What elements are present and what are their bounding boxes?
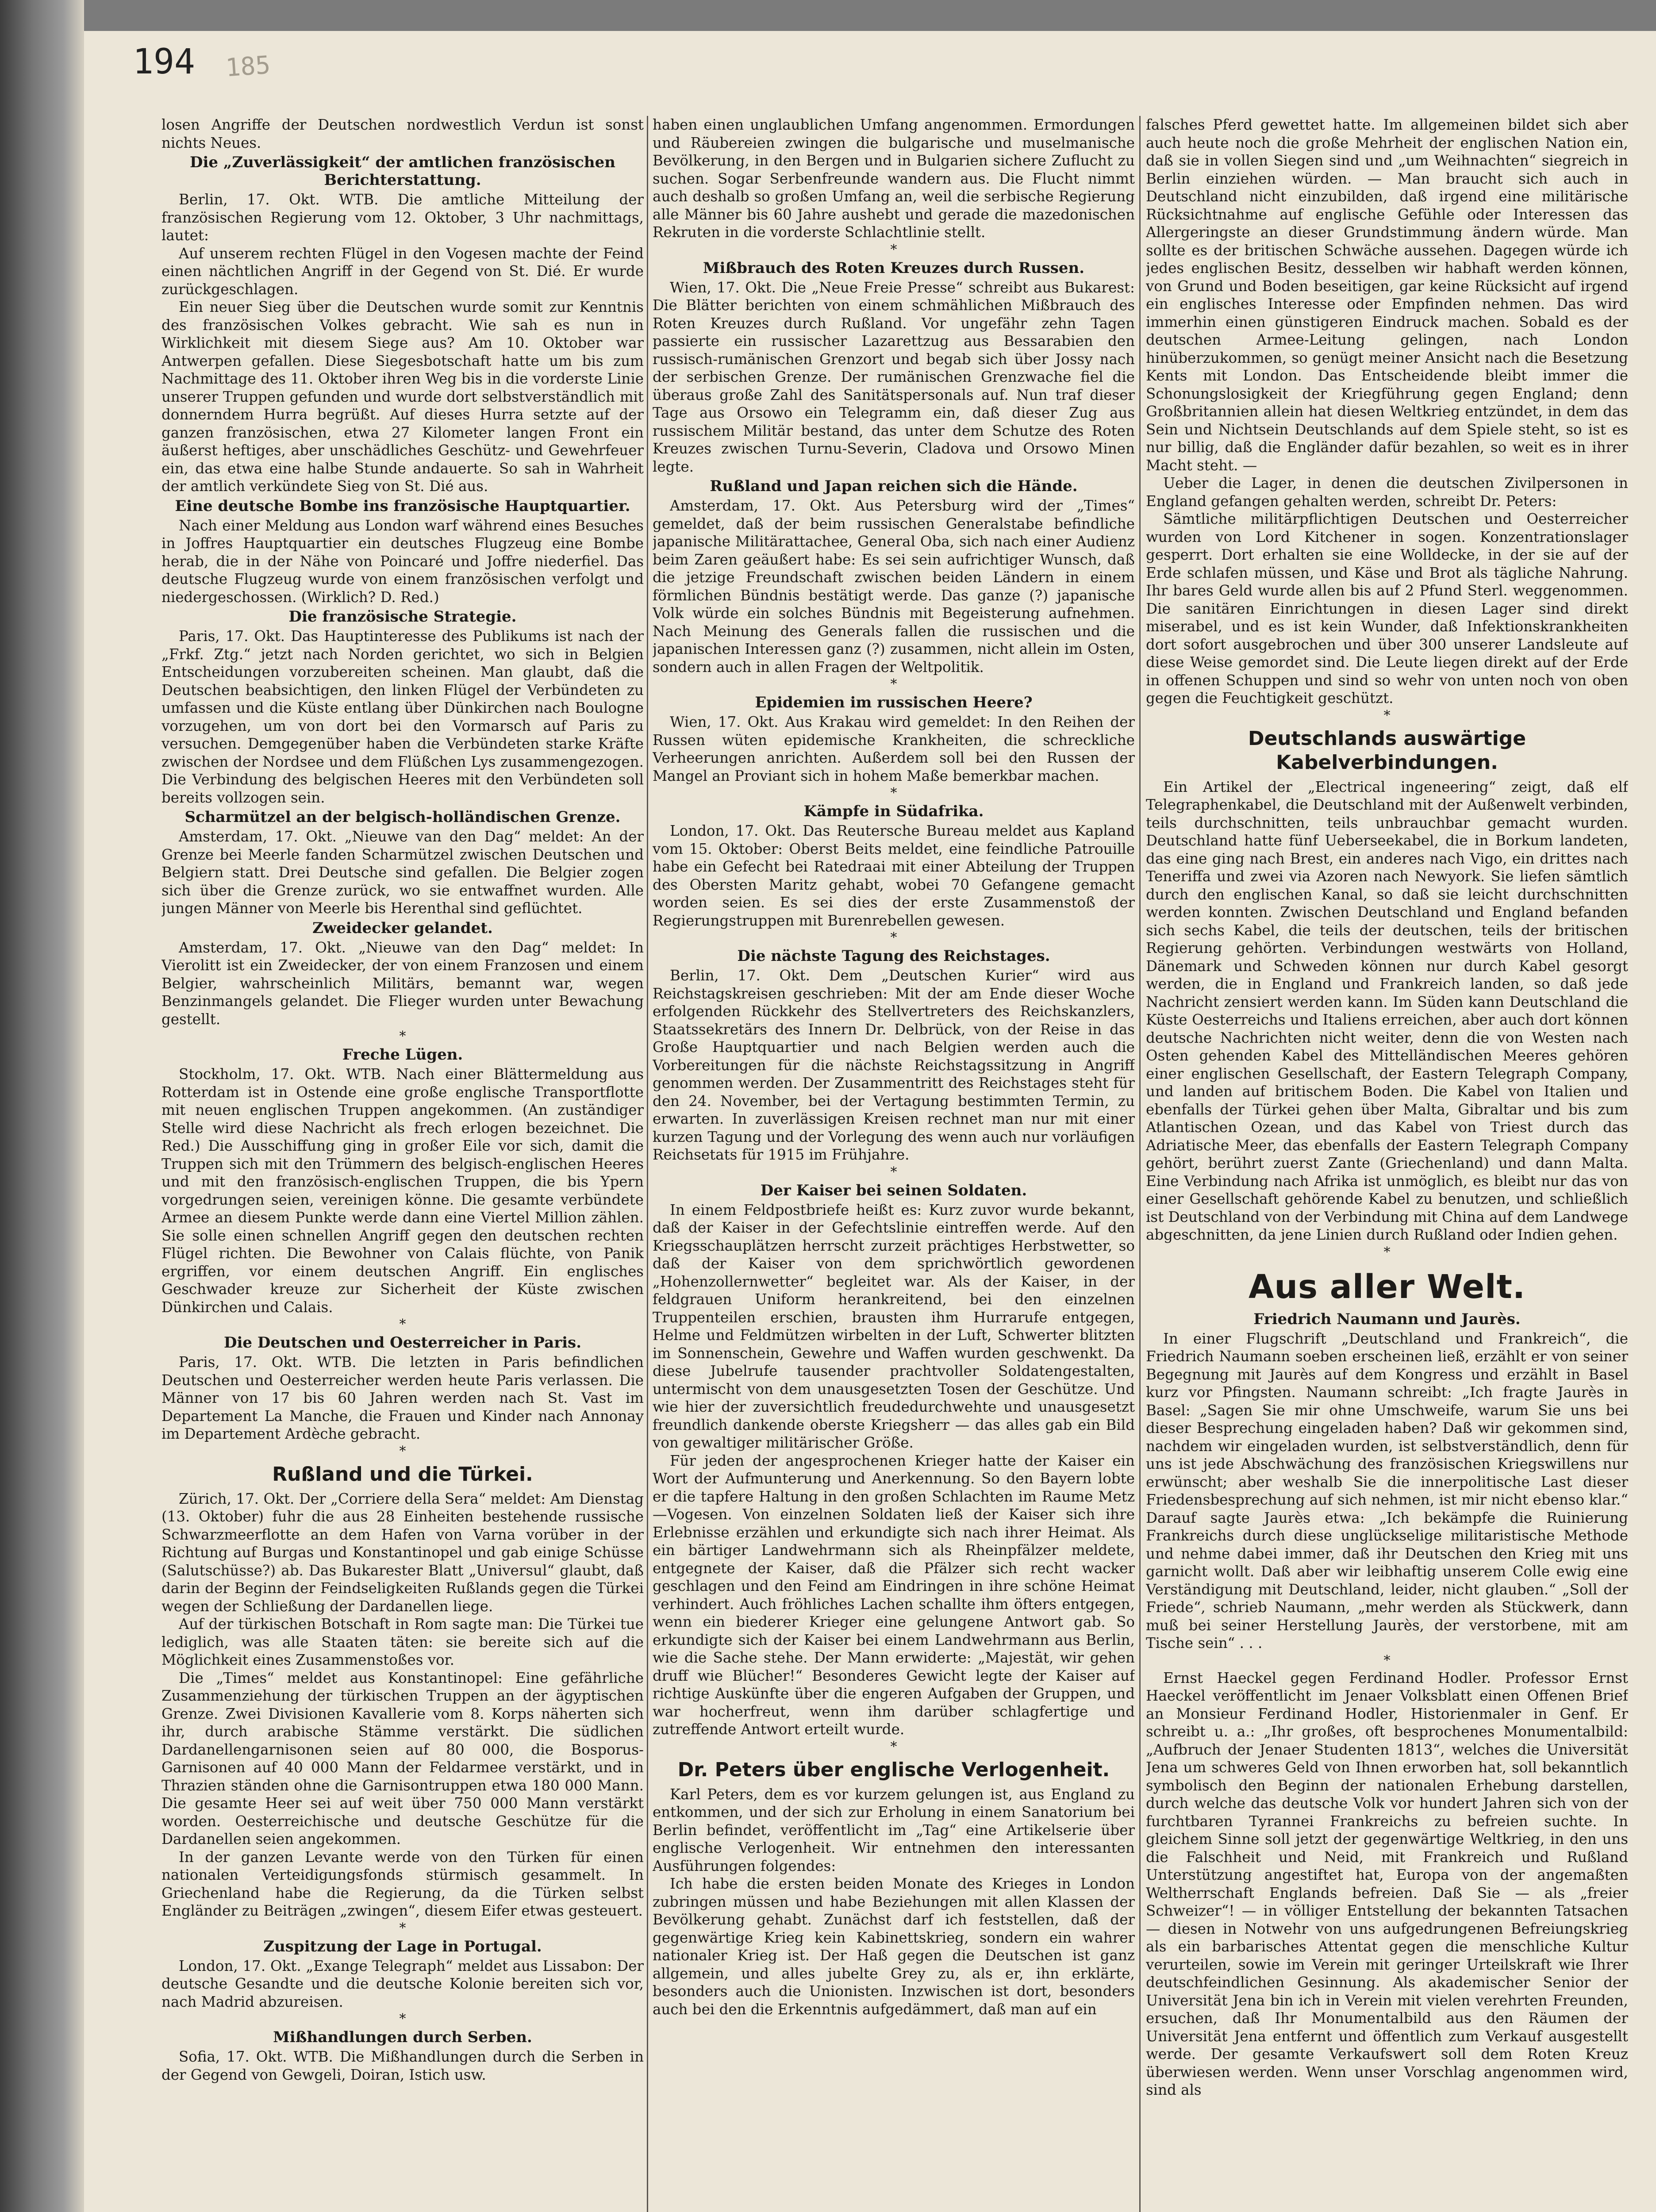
separator-asterisk: * <box>399 1443 406 1459</box>
article-subheading: Friedrich Naumann und Jaurès. <box>1253 1310 1521 1328</box>
column-3 <box>1146 116 1628 2212</box>
paragraph: Berlin, 17. Okt. WTB. Die amtliche Mitteilung der französischen Regierung vom 12. Oktober, 3 Uhr nachmittags, lautet: <box>161 191 644 244</box>
article-subheading: Kämpfe in Südafrika. <box>803 803 984 820</box>
separator-asterisk: * <box>1383 1652 1391 1668</box>
article-subheading: Die nächste Tagung des Reichstages. <box>737 947 1050 965</box>
paragraph: Berlin, 17. Okt. Dem „Deutschen Kurier“ wird aus Reichstagskreisen geschrieben: Mit der am Ende dieser Woche erfolgenden Rückkehr des Stellvertreters des Reichskanzlers, Staatssekretärs des Innern Dr. Delbrück, von der Reise in das Große Hauptquartier und nach Belgien werden auch die Vorbereitungen für die nächste Reichstagssitzung in Angriff genommen werden. Der Zusammentritt des Reichstages steht für den 24. November, bei der Vertagung bestimmten Termin, zu erwarten. In zuverlässigen Kreisen rechnet man nur mit einer kurzen Tagung und der Vorlegung des wenn auch nur vorläufigen Reichsetats für 1915 im Frühjahre. <box>653 967 1135 1163</box>
paragraph: losen Angriffe der Deutschen nordwestlich Verdun ist sonst nichts Neues. <box>161 116 644 151</box>
article-heading: Rußland und die Türkei. <box>272 1463 533 1486</box>
paragraph: In einem Feldpostbriefe heißt es: Kurz zuvor wurde bekannt, daß der Kaiser in der Gefechtslinie eintreffen werde. Auf den Kriegsschauplätzen herrscht zurzeit prächtiges Herbstwetter, so daß der Kaiser von dem sprichwörtlich gewordenen „Hohenzollernwetter“ begleitet war. Als der Kaiser, in der feldgrauen Uniform herankreitend, bei den einzelnen Truppenteilen erschien, brausten ihm Hurrarufe entgegen, Helme und Feldmützen wirbelten in der Luft, Schwerter blitzten im Sonnenschein, Gewehre und Waffen wurden geschwenkt. Da diese Jubelrufe tausender prachtvoller Soldatengestalten, untermischt von dem unausgesetzten Tosen der Geschütze. Und wie hier der zuversichtlich freudedurchwehte und unausgesetzt freundlich dankende oberste Kriegsherr — das alles gab ein Bild von gewaltiger militärischer Größe. <box>653 1201 1135 1451</box>
article-subheading: Eine deutsche Bombe ins französische Hauptquartier. <box>175 497 630 515</box>
paragraph: Amsterdam, 17. Okt. „Nieuwe van den Dag“ meldet: An der Grenze bei Meerle fanden Scharmützel zwischen Deutschen und Belgiern statt. Drei Deutsche sind gefallen. Die Belgier zogen sich über die Grenze zurück, wo sie entwaffnet wurden. Alle jungen Männer von Meerle bis Herenthal sind geflüchtet. <box>161 828 644 917</box>
article-subheading: Rußland und Japan reichen sich die Hände. <box>710 477 1078 495</box>
paragraph: Ich habe die ersten beiden Monate des Krieges in London zubringen müssen und habe Beziehungen mit allen Klassen der Bevölkerung gehabt. Zunächst darf ich feststellen, daß der gegenwärtige Krieg kein Kabinettskrieg, sondern ein wahrer nationaler Krieg ist. Der Haß gegen die Deutschen ist ganz allgemein, und alles jubelte Grey zu, als er, ihn erklärte, besonders auch die Unionisten. Inzwischen ist dort, besonders auch bei den die Erkenntnis aufgedämmert, daß man auf ein <box>653 1875 1135 2018</box>
article-subheading: Mißbrauch des Roten Kreuzes durch Russen. <box>703 259 1085 277</box>
paragraph: Wien, 17. Okt. Aus Krakau wird gemeldet: In den Reihen der Russen wüten epidemische Krankheiten, die schreckliche Verheerungen anrichten. Außerdem soll bei den Russen der Mangel an Proviant sich in hohem Maße bemerkbar machen. <box>653 714 1135 784</box>
paragraph: Amsterdam, 17. Okt. „Nieuwe van den Dag“ meldet: In Vierolitt ist ein Zweidecker, der von einem Franzosen und einem Belgier, wahrscheinlich Militärs, bemannt war, wegen Benzinmangels gelandet. Die Flieger wurden unter Bewachung gestellt. <box>161 939 644 1028</box>
paragraph: Die „Times“ meldet aus Konstantinopel: Eine gefährliche Zusammenziehung der türkischen Truppen an der ägyptischen Grenze. Zwei Divisionen Kavallerie vom 8. Korps näherten sich ihr, durch arabische Stämme verstärkt. Die südlichen Dardanellengarnisonen seien auf 80 000, die Bosporus-Garnisonen auf 40 000 Mann der Feldarmee verstärkt, und in Thrazien ständen ohne die Garnisontruppen etwa 180 000 Mann. Die gesamte Heer sei auf weit über 750 000 Mann verstärkt worden. Oesterreichische und deutsche Geschütze für die Dardanellen seien angekommen. <box>161 1669 644 1847</box>
article-subheading: Zuspitzung der Lage in Portugal. <box>263 1937 542 1955</box>
separator-asterisk: * <box>890 676 897 692</box>
article-heading: Dr. Peters über englische Verlogenheit. <box>677 1758 1110 1781</box>
separator-asterisk: * <box>1383 707 1391 723</box>
book-binding <box>0 0 84 2212</box>
paragraph: haben einen unglaublichen Umfang angenommen. Ermordungen und Räubereien zwingen die bulgarische und muselmanische Bevölkerung, in den Bergen und in Bulgarien sichere Zuflucht zu suchen. Sogar Serbenfreunde wandern aus. Die Flucht nimmt auch deshalb so großen Umfang an, weil die serbische Regierung alle Männer bis 60 Jahre aushebt und gerade die mazedonischen Rekruten in die vorderste Schlachtlinie stellt. <box>653 116 1135 241</box>
separator-asterisk: * <box>1383 1244 1391 1260</box>
paragraph: Ueber die Lager, in denen die deutschen Zivilpersonen in England gefangen gehalten werden, schreibt Dr. Peters: <box>1146 475 1628 510</box>
separator-asterisk: * <box>890 930 897 945</box>
separator-asterisk: * <box>890 1739 897 1755</box>
paragraph: Paris, 17. Okt. WTB. Die letzten in Paris befindlichen Deutschen und Oesterreicher werden heute Paris verlassen. Die Männer von 17 bis 60 Jahren werden nach St. Vast im Departement La Manche, die Frauen und Kinder nach Annonay im Departement Ardèche gebracht. <box>161 1354 644 1442</box>
paragraph: London, 17. Okt. „Exange Telegraph“ meldet aus Lissabon: Der deutsche Gesandte und die deutsche Kolonie bereiten sich vor, nach Madrid abzureisen. <box>161 1957 644 2010</box>
separator-asterisk: * <box>399 2011 406 2027</box>
paragraph: In einer Flugschrift „Deutschland und Frankreich“, die Friedrich Naumann soeben erscheinen ließ, erzählt er von seiner Begegnung mit Jaurès auf dem Kongress und erzählt in Basel kurz vor Pfingsten. Naumann schreibt: „Ich fragte Jaurès in Basel: „Sagen Sie mir ohne Umschweife, warum Sie uns bei dieser Besprechung eingeladen haben? Daß wir gekommen sind, nachdem wir eingeladen wurden, ist selbstverständlich, denn für uns ist jede Abschwächung des französischen Kriegswillens nur erwünscht; aber weshalb Sie die innerpolitische Last dieser Friedensbesprechung auf sich nehmen, ist mir nicht ebenso klar.“ Darauf sagte Jaurès etwa: „Ich bekämpfe die Ruinierung Frankreichs durch diese unglückselige militaristische Methode und nehme dabei immer, daß ihr Deutschen den Krieg mit uns garnicht wollt. Daß aber wir leibhaftig unserem Colle ewig eine Verständigung mit Deutschland, leider, nicht glauben.“ „Soll der Friede“, schrieb Naumann, „mehr werden als Stückwerk, dann muß bei seiner Herstellung Jaurès, der verstorbene, mit am Tische sein“ . . . <box>1146 1330 1628 1651</box>
paragraph: Stockholm, 17. Okt. WTB. Nach einer Blättermeldung aus Rotterdam ist in Ostende eine große englische Transportflotte mit neuen englischen Truppen angekommen. (An zuständiger Stelle wird diese Nachricht als frech erlogen bezeichnet. Die Red.) Die Ausschiffung ging in großer Eile vor sich, damit die Truppen sich mit den Trümmern des belgisch-englischen Heeres und mit den französisch-englischen Truppen, die bis Ypern vorgedrungen seien, vereinigen könne. Die gesamte verbündete Armee an diesem Punkte werde dann eine Viertel Million zählen. Sie solle einen schnellen Angriff gegen den deutschen rechten Flügel richten. Die Bewohner von Calais flüchte, von Panik ergriffen, vor einem deutschen Angriff. Ein englisches Geschwader kreuze zur Sicherheit der Küste zwischen Dünkirchen und Calais. <box>161 1066 644 1316</box>
article-subheading: Mißhandlungen durch Serben. <box>273 2028 532 2046</box>
paragraph: falsches Pferd gewettet hatte. Im allgemeinen bildet sich aber auch heute noch die große Mehrheit der englischen Nation ein, daß sie in vollen Siegen sind und „um Weihnachten“ siegreich in Berlin einziehen würden. — Man braucht sich auch in Deutschland nicht einzubilden, daß irgend eine militärische Rücksichtnahme auf englische Gefühle oder Interessen das Allergeringste an dieser Grundstimmung ändern würde. Man sollte es der britischen Schwäche aussehen. Dagegen würde ich jedes englischen Besitz, desselben wir habhaft werden können, von Grund und Boden beseitigen, gar keine Rücksicht auf irgend ein englisches Interesse oder Empfinden nehmen. Das wird immerhin einen günstigeren Eindruck machen. Sobald es der deutschen Armee-Leitung gelingen, nach London hinüberzukommen, so genügt meiner Ansicht nach die Besetzung Kents mit London. Das Entscheidende bleibt immer die Schonungslosigkeit der Kriegführung gegen England; denn Großbritannien allein hat diesen Weltkrieg entzündet, in dem das Sein und Nichtsein Deutschlands auf dem Spiele steht, so ist es nur billig, daß die Engländer dafür bezahlen, so weit es in ihrer Macht steht. — <box>1146 116 1628 474</box>
column-divider-1 <box>647 116 648 2212</box>
section-heading: Aus aller Welt. <box>1249 1267 1525 1306</box>
article-subheading: Die „Zuverlässigkeit“ der amtlichen französischen Berichterstattung. <box>190 154 615 189</box>
paragraph: Wien, 17. Okt. Die „Neue Freie Presse“ schreibt aus Bukarest: Die Blätter berichten von einem schmählichen Mißbrauch des Roten Kreuzes durch Rußland. Vor ungefähr zehn Tagen passierte ein russischer Lazarettzug aus Bessarabien den russisch-rumänischen Grenzort und begab sich über Jossy nach der serbischen Grenze. Der rumänischen Grenzwache fiel die überaus große Zahl des Sanitätspersonals auf. Nun traf dieser Tage aus Orsowo ein Telegramm ein, daß dieser Zug aus russischem Militär bestand, das unter dem Schutze des Roten Kreuzes zwischen Turnu-Severin, Cladova und Orsowo Minen legte. <box>653 279 1135 475</box>
separator-asterisk: * <box>890 242 897 257</box>
separator-asterisk: * <box>399 1920 406 1936</box>
article-subheading: Die Deutschen und Oesterreicher in Paris. <box>223 1334 582 1352</box>
article-subheading: Der Kaiser bei seinen Soldaten. <box>760 1181 1027 1199</box>
separator-asterisk: * <box>890 785 897 801</box>
paragraph: Paris, 17. Okt. Das Hauptinteresse des Publikums ist nach der „Frkf. Ztg.“ jetzt nach Norden gerichtet, wo sich in Belgien Entscheidungen vorzubereiten scheinen. Man glaubt, daß die Deutschen beabsichtigen, den linken Flügel der Verbündeten zu umfassen und die Küste entlang über Dünkirchen nach Boulogne vorzugehen, um von dort bei den Vormarsch auf Paris zu versuchen. Demgegenüber haben die Verbündeten starke Kräfte zwischen der Nordsee und dem Flüßchen Lys zusammengezogen. Die Verbindung des belgischen Heeres mit den Verbündeten soll bereits vollzogen sein. <box>161 628 644 806</box>
paragraph: Auf der türkischen Botschaft in Rom sagte man: Die Türkei tue lediglich, was alle Staaten täten: sie bereite sich auf die Möglichkeit eines Zusammenstoßes vor. <box>161 1616 644 1668</box>
separator-asterisk: * <box>399 1029 406 1044</box>
paragraph: Ernst Haeckel gegen Ferdinand Hodler. Professor Ernst Haeckel veröffentlicht im Jenaer Volksblatt einen Offenen Brief an Monsieur Ferdinand Hodler, Historienmaler in Genf. Er schreibt u. a.: „Ihr großes, oft besprochenes Monumentalbild: „Aufbruch der Jenaer Studenten 1813“, welches die Universität Jena um schweres Geld von Ihnen erworben hat, soll bekanntlich symbolisch den Beginn der nationalen Erhebung darstellen, durch welche das deutsche Volk vor hundert Jahren sich von der furchtbaren Tyrannei Frankreichs zu befreien suchte. In gleichem Sinne soll jetzt der gegenwärtige Weltkrieg, in den uns die Falschheit und Neid, mit Frankreich und Rußland Unterstützung angestiftet hat, Europa von der angemaßten Weltherrschaft Englands befreien. Daß Sie — als „freier Schweizer“! — in völliger Entstellung der bekannten Tatsachen — diesen in Notwehr von uns aufgedrungenen Befreiungskrieg als ein barbarisches Attentat gegen die menschliche Kultur verurteilen, sowie im Verein mit geringer Urteilskraft wie Ihrer deutschfeindlichen Gesinnung. Als akademischer Senior der Universität Jena bin ich in Verein mit vielen verehrten Freunden, ersuchen, daß Ihr Monumentalbild aus den Räumen der Universität Jena entfernt und öffentlich zum Verkauf ausgestellt werde. Der gesamte Verkaufswert soll dem Roten Kreuz überwiesen werden. Wenn unser Vorschlag angenommen wird, sind als <box>1146 1669 1628 2098</box>
paragraph: Karl Peters, dem es vor kurzem gelungen ist, aus England zu entkommen, und der sich zur Erholung in einem Sanatorium bei Berlin befindet, veröffentlicht im „Tag“ eine Artikelserie über englische Verlogenheit. Wir entnehmen den interessanten Ausführungen folgendes: <box>653 1786 1135 1874</box>
column-2 <box>653 116 1135 2212</box>
article-subheading: Freche Lügen. <box>342 1046 463 1064</box>
paragraph: Nach einer Meldung aus London warf während eines Besuches in Joffres Hauptquartier ein deutsches Flugzeug eine Bombe herab, die in der Nähe von Poincaré und Joffre niederfiel. Das deutsche Flugzeug wurde von einem französischen verfolgt und niedergeschossen. (Wirklich? D. Red.) <box>161 517 644 606</box>
separator-asterisk: * <box>890 1164 897 1180</box>
paragraph: Zürich, 17. Okt. Der „Corriere della Sera“ meldet: Am Dienstag (13. Oktober) fuhr die aus 28 Einheiten bestehende russische Schwarzmeerflotte an dem Hafen von Varna vorüber in der Richtung auf Burgas und Konstantinopel und gab einige Schüsse (Salutschüsse?) ab. Das Bukarester Blatt „Universul“ glaubt, daß darin der Beginn der Feindseligkeiten Rußlands gegen die Türkei wegen der Schließung der Dardanellen liege. <box>161 1490 644 1615</box>
article-subheading: Zweidecker gelandet. <box>312 919 493 937</box>
paragraph: Ein Artikel der „Electrical ingeneering“ zeigt, daß elf Telegraphenkabel, die Deutschland mit der Außenwelt verbinden, teils durchschnitten, teils unbrauchbar gemacht wurden. Deutschland hatte fünf Ueberseekabel, die in Borkum landeten, das eine ging nach Brest, ein anderes nach Vigo, ein drittes nach Teneriffa und zwei via Azoren nach Newyork. Sie liefen sämtlich durch den englischen Kanal, so daß sie leicht durchschnitten werden konnten. Zwischen Deutschland und England befanden sich sechs Kabel, die teils der deutschen, teils der britischen Regierung gehörten. Verbindungen westwärts von Holland, Dänemark und Schweden können nur durch Kabel gesorgt werden, die in England und Frankreich landen, so daß jede Nachricht zensiert werden kann. Im Süden kann Deutschland die Küste Oesterreichs und Italiens erreichen, aber auch dort können deutsche Nachrichten nicht weiter, denn die von Westen nach Osten gehenden Kabel des Mittelländischen Meeres gehören einer englischen Gesellschaft, der Eastern Telegraph Company, und landen auf britischem Boden. Die Kabel von Italien und ebenfalls der Türkei gehen über Malta, Gibraltar und bis zum Atlantischen Ozean, und das Kabel von Triest durch das Adriatische Meer, das ebenfalls der Eastern Telegraph Company gehört, berührt zuerst Zante (Griechenland) und dann Malta. Eine Verbindung nach Afrika ist unmöglich, es bleibt nur das von einer Gesellschaft gehörende Kabel zu benutzen, und schließlich ist Deutschland von der Verbindung mit China auf dem Landwege abgeschnitten, da jene Linien durch Rußland oder Indien gehen. <box>1146 778 1628 1243</box>
paragraph: Für jeden der angesprochenen Krieger hatte der Kaiser ein Wort der Aufmunterung und Anerkennung. So den Bayern lobte er die tapfere Haltung in den großen Schlachten im Raume Metz—Vogesen. Von einzelnen Soldaten ließ der Kaiser sich ihre Erlebnisse erzählen und erkundigte sich nach ihrer Heimat. Als ein bärtiger Landwehrmann sich als Rheinpfälzer meldete, entgegnete der Kaiser, daß die Pfälzer sich recht wacker geschlagen und den Feind am Eindringen in ihre schöne Heimat verhindert. Auch fröhliches Lachen schallte ihm öfters entgegen, wenn ein biederer Krieger eine gelungene Antwort gab. So erkundigte sich der Kaiser bei einem Landwehrmann aus Berlin, wie die Sache stehe. Der Mann erwiderte: „Majestät, wir gehen druff wie Blücher!“ Besonderes Gewicht legte der Kaiser auf richtige Auskünfte über die engeren Aufgaben der Gruppen, und war hocherfreut, wenn ihm darüber schlagfertige und zutreffende Antwort erteilt wurde. <box>653 1452 1135 1738</box>
separator-asterisk: * <box>399 1317 406 1332</box>
paragraph: Sofia, 17. Okt. WTB. Die Mißhandlungen durch die Serben in der Gegend von Gewgeli, Doiran, Istich usw. <box>161 2048 644 2083</box>
paragraph: In der ganzen Levante werde von den Türken für einen nationalen Verteidigungsfonds stürmisch gesammelt. In Griechenland habe die Regierung, da die Türken selbst Engländer zu Beiträgen „zwingen“, diesem Eifer etwas gesteuert. <box>161 1848 644 1919</box>
paragraph: Sämtliche militärpflichtigen Deutschen und Oesterreicher wurden von Lord Kitchener in sogen. Konzentrationslager gesperrt. Dort erhalten sie eine Wolldecke, in der sie auf der Erde schlafen müssen, und Käse und Brot als tägliche Nahrung. Ihr bares Geld wurde allen bis auf 2 Pfund Sterl. weggenommen. Die sanitären Einrichtungen in diesen Lager sind direkt miserabel, und es ist kein Wunder, daß Infektionskrankheiten dort sofort ausgebrochen und über 300 unserer Landsleute auf diese Weise gemordet sind. Die Leute liegen direkt auf der Erde in offenen Schuppen und sind so wehr von unten noch von oben gegen die Feuchtigkeit geschützt. <box>1146 511 1628 707</box>
paragraph: Amsterdam, 17. Okt. Aus Petersburg wird der „Times“ gemeldet, daß der beim russischen Generalstabe befindliche japanische Militärattachee, General Oba, sich nach einer Audienz beim Zaren geäußert habe: Es sei sein aufrichtiger Wunsch, daß die jetzige Freundschaft zwischen beiden Ländern in einem förmlichen Bündnis bestätigt werde. Das ganze (?) japanische Volk würde ein solches Bündnis mit Begeisterung aufnehmen. Nach Meinung des Generals fallen die russischen und die japanischen Interessen ganz (?) zusammen, nicht allein im Osten, sondern auch in allen Fragen der Weltpolitik. <box>653 497 1135 676</box>
article-subheading: Scharmützel an der belgisch-holländischen Grenze. <box>184 808 621 826</box>
article-subheading: Epidemien im russischen Heere? <box>755 694 1033 711</box>
column-1 <box>161 116 644 2212</box>
article-heading: Deutschlands auswärtige Kabelverbindungen. <box>1248 727 1526 774</box>
page-number-ghost: 185 <box>224 50 272 83</box>
page-number: 194 <box>133 42 195 82</box>
paragraph: Auf unserem rechten Flügel in den Vogesen machte der Feind einen nächtlichen Angriff in der Gegend von St. Dié. Er wurde zurückgeschlagen. <box>161 245 644 298</box>
paragraph: Ein neuer Sieg über die Deutschen wurde somit zur Kenntnis des französischen Volkes gebracht. Wie sah es nun in Wirklichkeit mit diesem Siege aus? Am 10. Oktober war Antwerpen gefallen. Diese Siegesbotschaft hatte um bis zum Nachmittage des 11. Oktober ihren Weg bis in die vorderste Linie unserer Truppen gefunden und wurde dort selbstverständlich mit donnerndem Hurra begrüßt. Auf dieses Hurra setzte auf der ganzen französischen, etwa 27 Kilometer langen Front ein äußerst heftiges, aber unschädliches Geschütz- und Gewehrfeuer ein, das etwa eine halbe Stunde andauerte. So sah in Wahrheit der amtlich verkündete Sieg von St. Dié aus. <box>161 299 644 495</box>
article-subheading: Die französische Strategie. <box>288 608 517 626</box>
column-divider-2 <box>1139 116 1141 2212</box>
paragraph: London, 17. Okt. Das Reutersche Bureau meldet aus Kapland vom 15. Oktober: Oberst Beits meldet, eine feindliche Patrouille habe ein Gefecht bei Ratedraai mit einer Abteilung der Truppen des Obersten Maritz gehabt, wobei 70 Gefangene gemacht worden seien. Es sei dies der erste Zusammenstoß der Regierungstruppen mit Burenrebellen gewesen. <box>653 822 1135 929</box>
